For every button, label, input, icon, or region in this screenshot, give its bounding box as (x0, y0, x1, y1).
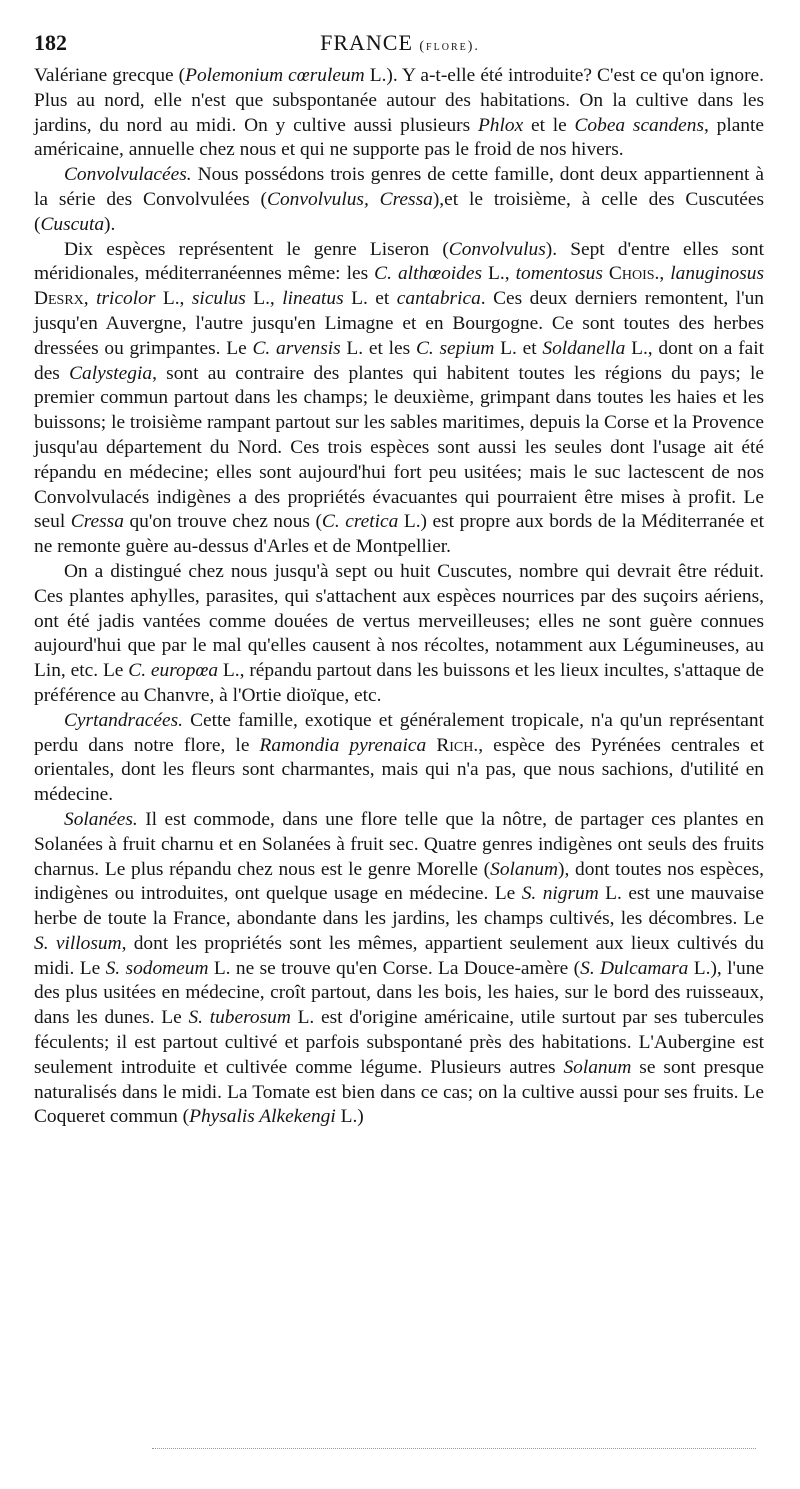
small-caps-run: Desrx (34, 288, 84, 310)
paragraph (34, 808, 764, 1130)
italic-run: Cobea scandens (574, 114, 704, 136)
small-caps-run: Rich (436, 734, 474, 756)
italic-run: siculus (191, 288, 246, 310)
italic-run: Convolvulacées. (64, 164, 192, 186)
small-caps-run: Chois (608, 263, 655, 285)
text-run: L., répandu partout dans les buissons et les lieux incultes, s'attaque de préférence au Chanvre, à l'Ortie dioïque, etc. (34, 660, 764, 706)
text-run: L.). Y a-t-elle été introduite? C'est ce qu'on ignore. Plus au nord, elle n'est que subspontanée autour des habitations. On la cultive dans les jardins, du nord au midi. On y cultive aussi plusieurs (34, 65, 764, 136)
body-text (34, 64, 764, 1130)
text-run: L., (482, 263, 516, 285)
page-header (34, 30, 766, 60)
italic-run: S. sodomeum (105, 957, 209, 979)
paragraph (34, 560, 764, 709)
text-run: L.) (335, 1106, 364, 1128)
italic-run: S. Dulcamara (580, 957, 689, 979)
italic-run: C. europœa (128, 660, 219, 682)
italic-run: S. tuberosum (188, 1007, 291, 1029)
text-run: L.), l'une des plus usitées en médecine, croît partout, dans les bois, les haies, sur le bord des ruisseaux, dans les dunes. Le (34, 957, 764, 1029)
text-run: , (83, 288, 97, 310)
italic-run: Soldanella (542, 337, 626, 359)
italic-run: Ramondia pyrenaica (259, 734, 427, 756)
text-run: L., dont on a fait des (34, 337, 764, 384)
text-run (426, 735, 436, 756)
running-title-main: FRANCE (320, 30, 413, 55)
text-run: ., espèce des Pyrénées centrales et orientales, dont les fleurs sont charmantes, mais qui n'a pas, que nous sachions, d'utilité en médecine. (34, 734, 765, 806)
italic-run: lineatus (282, 288, 344, 310)
italic-run: Convolvulus (448, 238, 546, 260)
page-number: 182 (34, 30, 67, 55)
text-run: se sont presque naturalisés dans le midi. La Tomate est bien dans ce cas; on la cultive aussi pour ses fruits. Le Coqueret commun ( (34, 1056, 764, 1128)
italic-run: Calystegia (69, 362, 153, 384)
text-run: L. et (494, 337, 543, 359)
text-run: ). (104, 213, 116, 235)
text-run: et le (523, 114, 575, 136)
text-run: , plante américaine, annuelle chez nous et qui ne supporte pas le froid de nos hivers. (34, 114, 764, 161)
text-run: Dix espèces représentent le genre Liseron ( (64, 238, 449, 260)
text-run: qu'on trouve chez nous ( (123, 511, 322, 533)
text-run: ., (654, 263, 671, 285)
text-run: ),et le troisième, à celle des Cuscutées ( (34, 188, 764, 235)
text-run: L. ne se trouve qu'en Corse. La Douce-amère ( (208, 957, 581, 979)
italic-run: Physalis Alkekengi (189, 1106, 336, 1128)
italic-run: Cressa (70, 511, 124, 533)
text-run: L., (155, 288, 192, 310)
running-title (34, 30, 766, 56)
text-run: L. et (343, 288, 397, 310)
italic-run: S. nigrum (521, 883, 599, 905)
italic-run: Cyrtandracées. (64, 709, 184, 731)
text-run: ), dont toutes nos espèces, indigènes ou introduites, ont quelque usage en médecine. Le (34, 858, 764, 905)
italic-run: S. villosum (34, 932, 122, 954)
text-run: L. est une mauvaise herbe de toute la France, abondante dans les jardins, les champs cultivés, les décombres. Le (34, 883, 764, 930)
italic-run: lanuginosus (670, 263, 764, 285)
text-run: Valériane grecque ( (34, 65, 186, 86)
italic-run: C. cretica (321, 511, 399, 533)
italic-run: C. sepium (415, 337, 495, 359)
footer-rule (152, 1448, 756, 1449)
italic-run: Polemonium cœruleum (185, 65, 365, 86)
text-run: , dont les propriétés sont les mêmes, appartient seulement aux lieux cultivés du midi. Le (34, 932, 765, 979)
italic-run: C. arvensis (252, 337, 341, 359)
italic-run: C. althœoides (374, 263, 483, 285)
text-run: L.) est propre aux bords de la Méditerranée et ne remonte guère au-dessus d'Arles et de Montpellier. (34, 511, 765, 558)
italic-run: Solanées. (64, 808, 138, 830)
text-run: . Ces deux derniers remontent, l'un jusqu'en Auvergne, l'autre jusqu'en Limagne et en Bourgogne. Ce sont toutes des herbes dressées ou grimpantes. Le (34, 288, 764, 359)
text-run: Nous possédons trois genres de cette famille, dont deux appartiennent à la série des Convolvulées ( (34, 164, 764, 210)
italic-run: tomentosus (515, 263, 603, 285)
paragraph (34, 709, 764, 808)
text-run: ). Sept d'entre elles sont méridionales, méditerranéennes même: les (34, 238, 764, 285)
text-run: On a distingué chez nous jusqu'à sept ou huit Cuscutes, nombre qui devrait être réduit. Ces plantes aphylles, parasites, qui s'attachent aux espèces nourrices par des suçoirs aériens, ont été jadis vantées comme douées de vertus merveilleuses; elles ne sont guère connues aujourd'hui que par le mal qu'elles causent à nos récoltes, notamment aux Légumineuses, au Lin, etc. Le (34, 560, 764, 682)
text-run: L. est d'origine américaine, utile surtout par ses tubercules féculents; il est partout cultivé et parfois subspontané près des habitations. L'Aubergine est seulement introduite et cultivée comme légume. Plusieurs autres (34, 1007, 764, 1078)
text-run: Cette famille, exotique et généralement tropicale, n'a qu'un représentant perdu dans notre flore, le (34, 709, 764, 756)
text-run: L., (245, 288, 283, 310)
italic-run: tricolor (96, 288, 156, 310)
text-run: , sont au contraire des plantes qui habitent toutes les régions du pays; le premier commun partout dans les champs; le deuxième, grimpant dans toutes les haies et les buissons; le troisième rampant partout sur les sables maritimes, depuis la Corse et la Provence jusqu'au département du Nord. Ces trois espèces sont aussi les seules dont l'usage ait été répandu en médecine; elles sont aujourd'hui fort peu usitées; mais le suc lactescent de nos Convolvulacés indigènes a des propriétés évacuantes qui pourraient être mises à profit. Le seul (34, 362, 764, 533)
italic-run: cantabrica (396, 288, 481, 310)
italic-run: Phlox (477, 114, 524, 136)
paragraph (34, 238, 764, 560)
italic-run: Convolvulus, Cressa (267, 188, 433, 210)
italic-run: Solanum (563, 1056, 632, 1078)
text-run: Il est commode, dans une flore telle que la nôtre, de partager ces plantes en Solanées à fruit charnu et en Solanées à fruit sec. Quatre genres indigènes ont seuls des fruits charnus. Le plus répandu chez nous est le genre Morelle ( (34, 808, 764, 880)
text-run: L. et les (340, 337, 416, 359)
italic-run: Cuscuta (40, 213, 105, 235)
italic-run: Solanum (490, 858, 559, 880)
paragraph (34, 64, 764, 163)
running-title-sub: (flore). (419, 39, 480, 54)
paragraph (34, 163, 764, 237)
